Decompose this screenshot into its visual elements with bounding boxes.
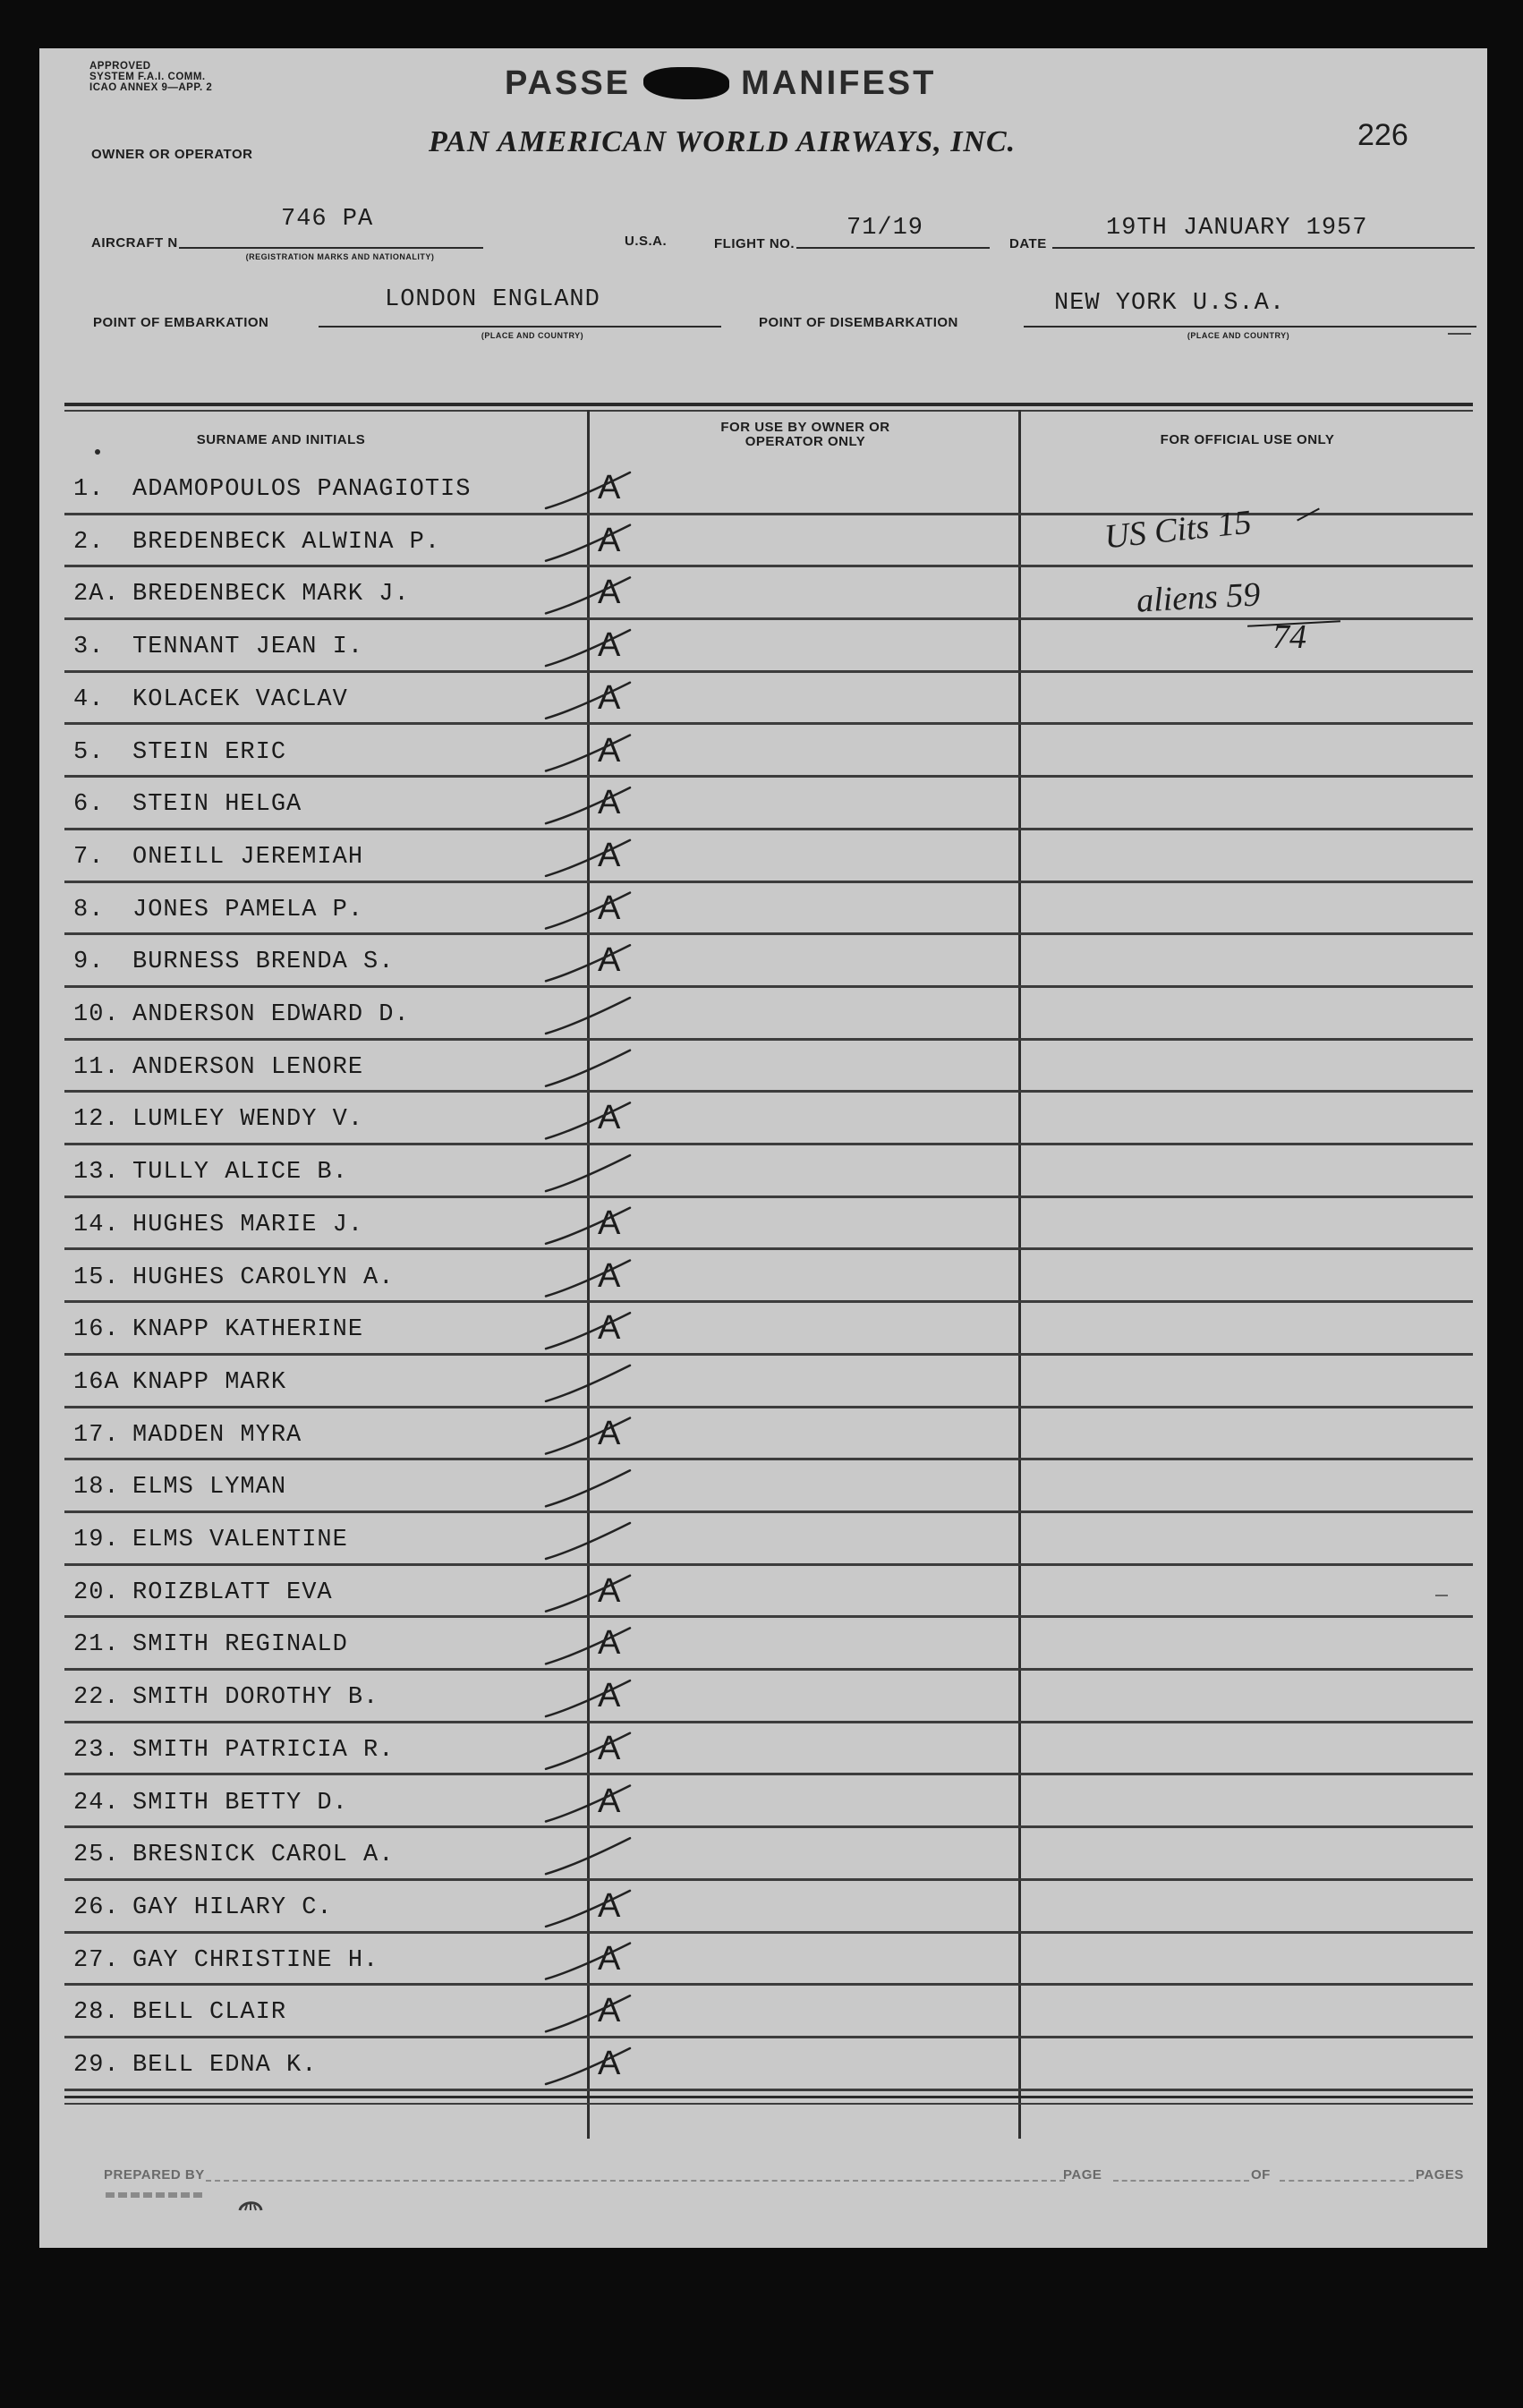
passenger-name: HUGHES MARIE J. [132,1211,364,1238]
row-rule [64,1195,1473,1198]
passenger-name: ADAMOPOULOS PANAGIOTIS [132,476,472,503]
official-note-total: 74 [1272,618,1306,656]
row-number: 22. [73,1684,120,1712]
row-rule [64,1983,1473,1986]
table-row [39,1306,1487,1357]
table-row [39,1201,1487,1253]
row-number: 18. [73,1474,120,1502]
column-header-official: FOR OFFICIAL USE ONLY [1160,432,1335,447]
row-number: 8. [73,896,105,923]
embarkation-underline [319,326,721,328]
table-row [39,1148,1487,1200]
table-row [39,991,1487,1042]
table-row [39,1831,1487,1883]
row-rule [64,2036,1473,2038]
table-row [39,570,1487,622]
table-row [39,1043,1487,1095]
owner-mark: A [598,626,621,665]
row-rule [64,1458,1473,1460]
embarkation-note: (PLACE AND COUNTRY) [481,331,584,340]
row-rule [64,1300,1473,1303]
column-bullet [95,449,100,455]
row-number: 5. [73,738,105,766]
flight-underline [796,247,990,249]
passenger-name: STEIN HELGA [132,791,302,819]
table-row [39,780,1487,832]
disembarkation-underline [1024,326,1476,328]
date-underline [1052,247,1475,249]
page-line [1113,2180,1249,2182]
row-number: 20. [73,1578,120,1606]
date-value: 19TH JANUARY 1957 [1106,215,1368,242]
passenger-name: GAY CHRISTINE H. [132,1946,379,1974]
table-row [39,1411,1487,1463]
approval-line: APPROVED [89,61,151,72]
row-rule [64,2089,1473,2091]
row-number: 11. [73,1053,120,1081]
stamp-icon [238,2198,263,2212]
embarkation-label: POINT OF EMBARKATION [93,315,269,330]
table-row [39,1884,1487,1936]
passenger-name: TULLY ALICE B. [132,1159,348,1187]
passenger-name: ANDERSON EDWARD D. [132,1001,410,1028]
column-header-names: SURNAME AND INITIALS [196,432,366,447]
row-rule [64,1563,1473,1566]
owner-mark: A [598,521,621,559]
owner-mark: A [598,1992,621,2030]
row-number: 14. [73,1211,120,1238]
row-number: 15. [73,1264,120,1291]
page-label: PAGE [1063,2167,1102,2183]
table-row [39,1673,1487,1725]
row-number: 27. [73,1946,120,1974]
owner-mark: A [598,1729,621,1767]
row-rule [64,1825,1473,1828]
owner-mark: A [598,784,621,822]
margin-mark-2 [1435,1595,1448,1596]
row-rule [64,617,1473,620]
table-row [39,2041,1487,2093]
manifest-page [39,48,1487,2248]
approval-line: SYSTEM F.A.I. COMM. [89,72,206,82]
table-row [39,465,1487,517]
passenger-name: STEIN ERIC [132,738,287,766]
passenger-name: ANDERSON LENORE [132,1053,364,1081]
row-number: 9. [73,949,105,976]
approval-line: ICAO ANNEX 9—APP. 2 [89,82,213,93]
approval-block [89,61,286,93]
table-row [39,1726,1487,1778]
table-bottom-rule-2 [64,2103,1473,2105]
row-number: 19. [73,1527,120,1553]
row-rule [64,1878,1473,1881]
row-rule [64,1510,1473,1513]
row-rule [64,985,1473,988]
passenger-name: BREDENBECK ALWINA P. [132,528,441,556]
passenger-name: HUGHES CAROLYN A. [132,1264,395,1291]
row-rule [64,1143,1473,1145]
table-row [39,623,1487,675]
operator-name: PAN AMERICAN WORLD AIRWAYS, INC. [429,125,1017,158]
table-row [39,1936,1487,1988]
passenger-name: BURNESS BRENDA S. [132,949,395,976]
table-row [39,1463,1487,1515]
disembarkation-value: NEW YORK U.S.A. [1054,290,1286,317]
row-number: 29. [73,2052,120,2079]
row-number: 6. [73,791,105,819]
row-number: 4. [73,685,105,713]
row-rule [64,1615,1473,1618]
passenger-name: KNAPP MARK [132,1368,287,1396]
passenger-name: TENNANT JEAN I. [132,634,364,661]
owner-mark: A [598,469,621,506]
table-row [39,833,1487,885]
usa-label: U.S.A. [625,234,668,249]
disembarkation-note: (PLACE AND COUNTRY) [1187,331,1290,340]
row-rule [64,670,1473,673]
row-rule [64,722,1473,725]
row-rule [64,828,1473,830]
form-title-right: MANIFEST [741,64,937,102]
table-row [39,1569,1487,1621]
row-number: 1. [73,476,105,503]
owner-mark: A [598,678,621,717]
owner-mark: A [598,1256,621,1295]
aircraft-label: AIRCRAFT N [91,235,178,251]
passenger-name: ELMS VALENTINE [132,1527,348,1553]
passenger-name: BELL EDNA K. [132,2052,318,2079]
pages-label: PAGES [1416,2167,1464,2183]
row-number: 13. [73,1159,120,1187]
table-row [39,1779,1487,1831]
table-top-rule [64,403,1473,406]
table-row [39,518,1487,570]
page-number: 226 [1357,118,1408,152]
table-row [39,1621,1487,1672]
official-note-aliens: aliens 59 [1135,575,1262,620]
table-row [39,1988,1487,2040]
table-top-rule-2 [64,410,1473,412]
column-header-owner: FOR USE BY OWNER OR OPERATOR ONLY [720,420,890,449]
owner-mark: A [598,1886,621,1925]
row-rule [64,1721,1473,1723]
passenger-name: LUMLEY WENDY V. [132,1106,364,1134]
margin-mark [1448,333,1471,335]
row-number: 2A. [73,581,120,608]
owner-mark: A [598,1782,621,1820]
smudged-text [106,2192,204,2198]
passenger-name: SMITH PATRICIA R. [132,1736,395,1764]
table-row [39,886,1487,938]
table-row [39,1516,1487,1568]
row-number: 16. [73,1316,120,1344]
table-row [39,1095,1487,1147]
row-rule [64,513,1473,515]
passenger-name: MADDEN MYRA [132,1421,302,1449]
owner-mark: A [598,836,621,874]
passenger-name: ROIZBLATT EVA [132,1578,333,1606]
passenger-name: SMITH REGINALD [132,1631,348,1659]
row-number: 24. [73,1789,120,1817]
row-number: 17. [73,1421,120,1449]
of-line [1280,2180,1414,2182]
row-number: 10. [73,1001,120,1028]
passenger-name: KOLACEK VACLAV [132,685,348,713]
owner-mark: A [598,1309,621,1348]
row-rule [64,1247,1473,1250]
table-row [39,1358,1487,1410]
table-row [39,938,1487,990]
table-row [39,728,1487,780]
owner-mark: A [598,941,621,980]
row-rule [64,1406,1473,1408]
row-number: 7. [73,843,105,871]
row-rule [64,1353,1473,1356]
passenger-name: BELL CLAIR [132,1999,287,2027]
owner-mark: A [598,1939,621,1978]
embarkation-value: LONDON ENGLAND [385,286,600,313]
row-number: 2. [73,528,105,556]
passenger-name: SMITH BETTY D. [132,1789,348,1817]
date-label: DATE [1009,236,1047,251]
aircraft-underline [179,247,483,249]
row-rule [64,775,1473,778]
row-rule [64,932,1473,935]
owner-mark: A [598,889,621,927]
row-rule [64,1931,1473,1934]
registration-note: (REGISTRATION MARKS AND NATIONALITY) [245,252,435,261]
flight-value: 71/19 [847,215,924,242]
owner-label: OWNER OR OPERATOR [91,147,253,162]
flight-label: FLIGHT NO. [714,236,795,251]
form-title [505,64,970,103]
passenger-name: BRESNICK CAROL A. [132,1842,395,1869]
passenger-name: GAY HILARY C. [132,1893,333,1921]
row-number: 21. [73,1631,120,1659]
passenger-name: SMITH DOROTHY B. [132,1684,379,1712]
owner-mark: A [598,1204,621,1242]
owner-mark: A [598,574,621,612]
passenger-name: KNAPP KATHERINE [132,1316,364,1344]
table-bottom-rule [64,2096,1473,2098]
passenger-name: JONES PAMELA P. [132,896,364,923]
passenger-name: ONEILL JEREMIAH [132,843,364,871]
of-label: OF [1251,2167,1271,2183]
official-note-citizens: US Cits 15 [1102,503,1254,557]
row-number: 28. [73,1999,120,2027]
row-number: 23. [73,1736,120,1764]
row-rule [64,881,1473,883]
row-number: 12. [73,1106,120,1134]
row-number: 26. [73,1893,120,1921]
owner-mark: A [598,1571,621,1610]
table-row [39,1254,1487,1306]
prepared-by-line [206,2180,1065,2182]
row-number: 16A [73,1368,120,1396]
owner-mark: A [598,1099,621,1137]
row-number: 25. [73,1842,120,1869]
row-rule [64,1773,1473,1775]
passenger-name: ELMS LYMAN [132,1474,287,1502]
disembarkation-label: POINT OF DISEMBARKATION [759,315,958,330]
aircraft-value: 746 PA [281,206,374,233]
row-rule [64,1090,1473,1093]
torn-hole [643,67,729,99]
owner-mark: A [598,731,621,770]
row-rule [64,1038,1473,1041]
form-title-left: PASSE [505,64,632,102]
row-rule [64,1668,1473,1671]
owner-mark: A [598,2045,621,2082]
table-row [39,676,1487,728]
row-rule [64,565,1473,567]
owner-mark: A [598,1624,621,1663]
passenger-name: BREDENBECK MARK J. [132,581,410,608]
row-number: 3. [73,634,105,661]
prepared-by-label: PREPARED BY [104,2167,205,2183]
owner-mark: A [598,1677,621,1715]
owner-mark: A [598,1414,621,1452]
